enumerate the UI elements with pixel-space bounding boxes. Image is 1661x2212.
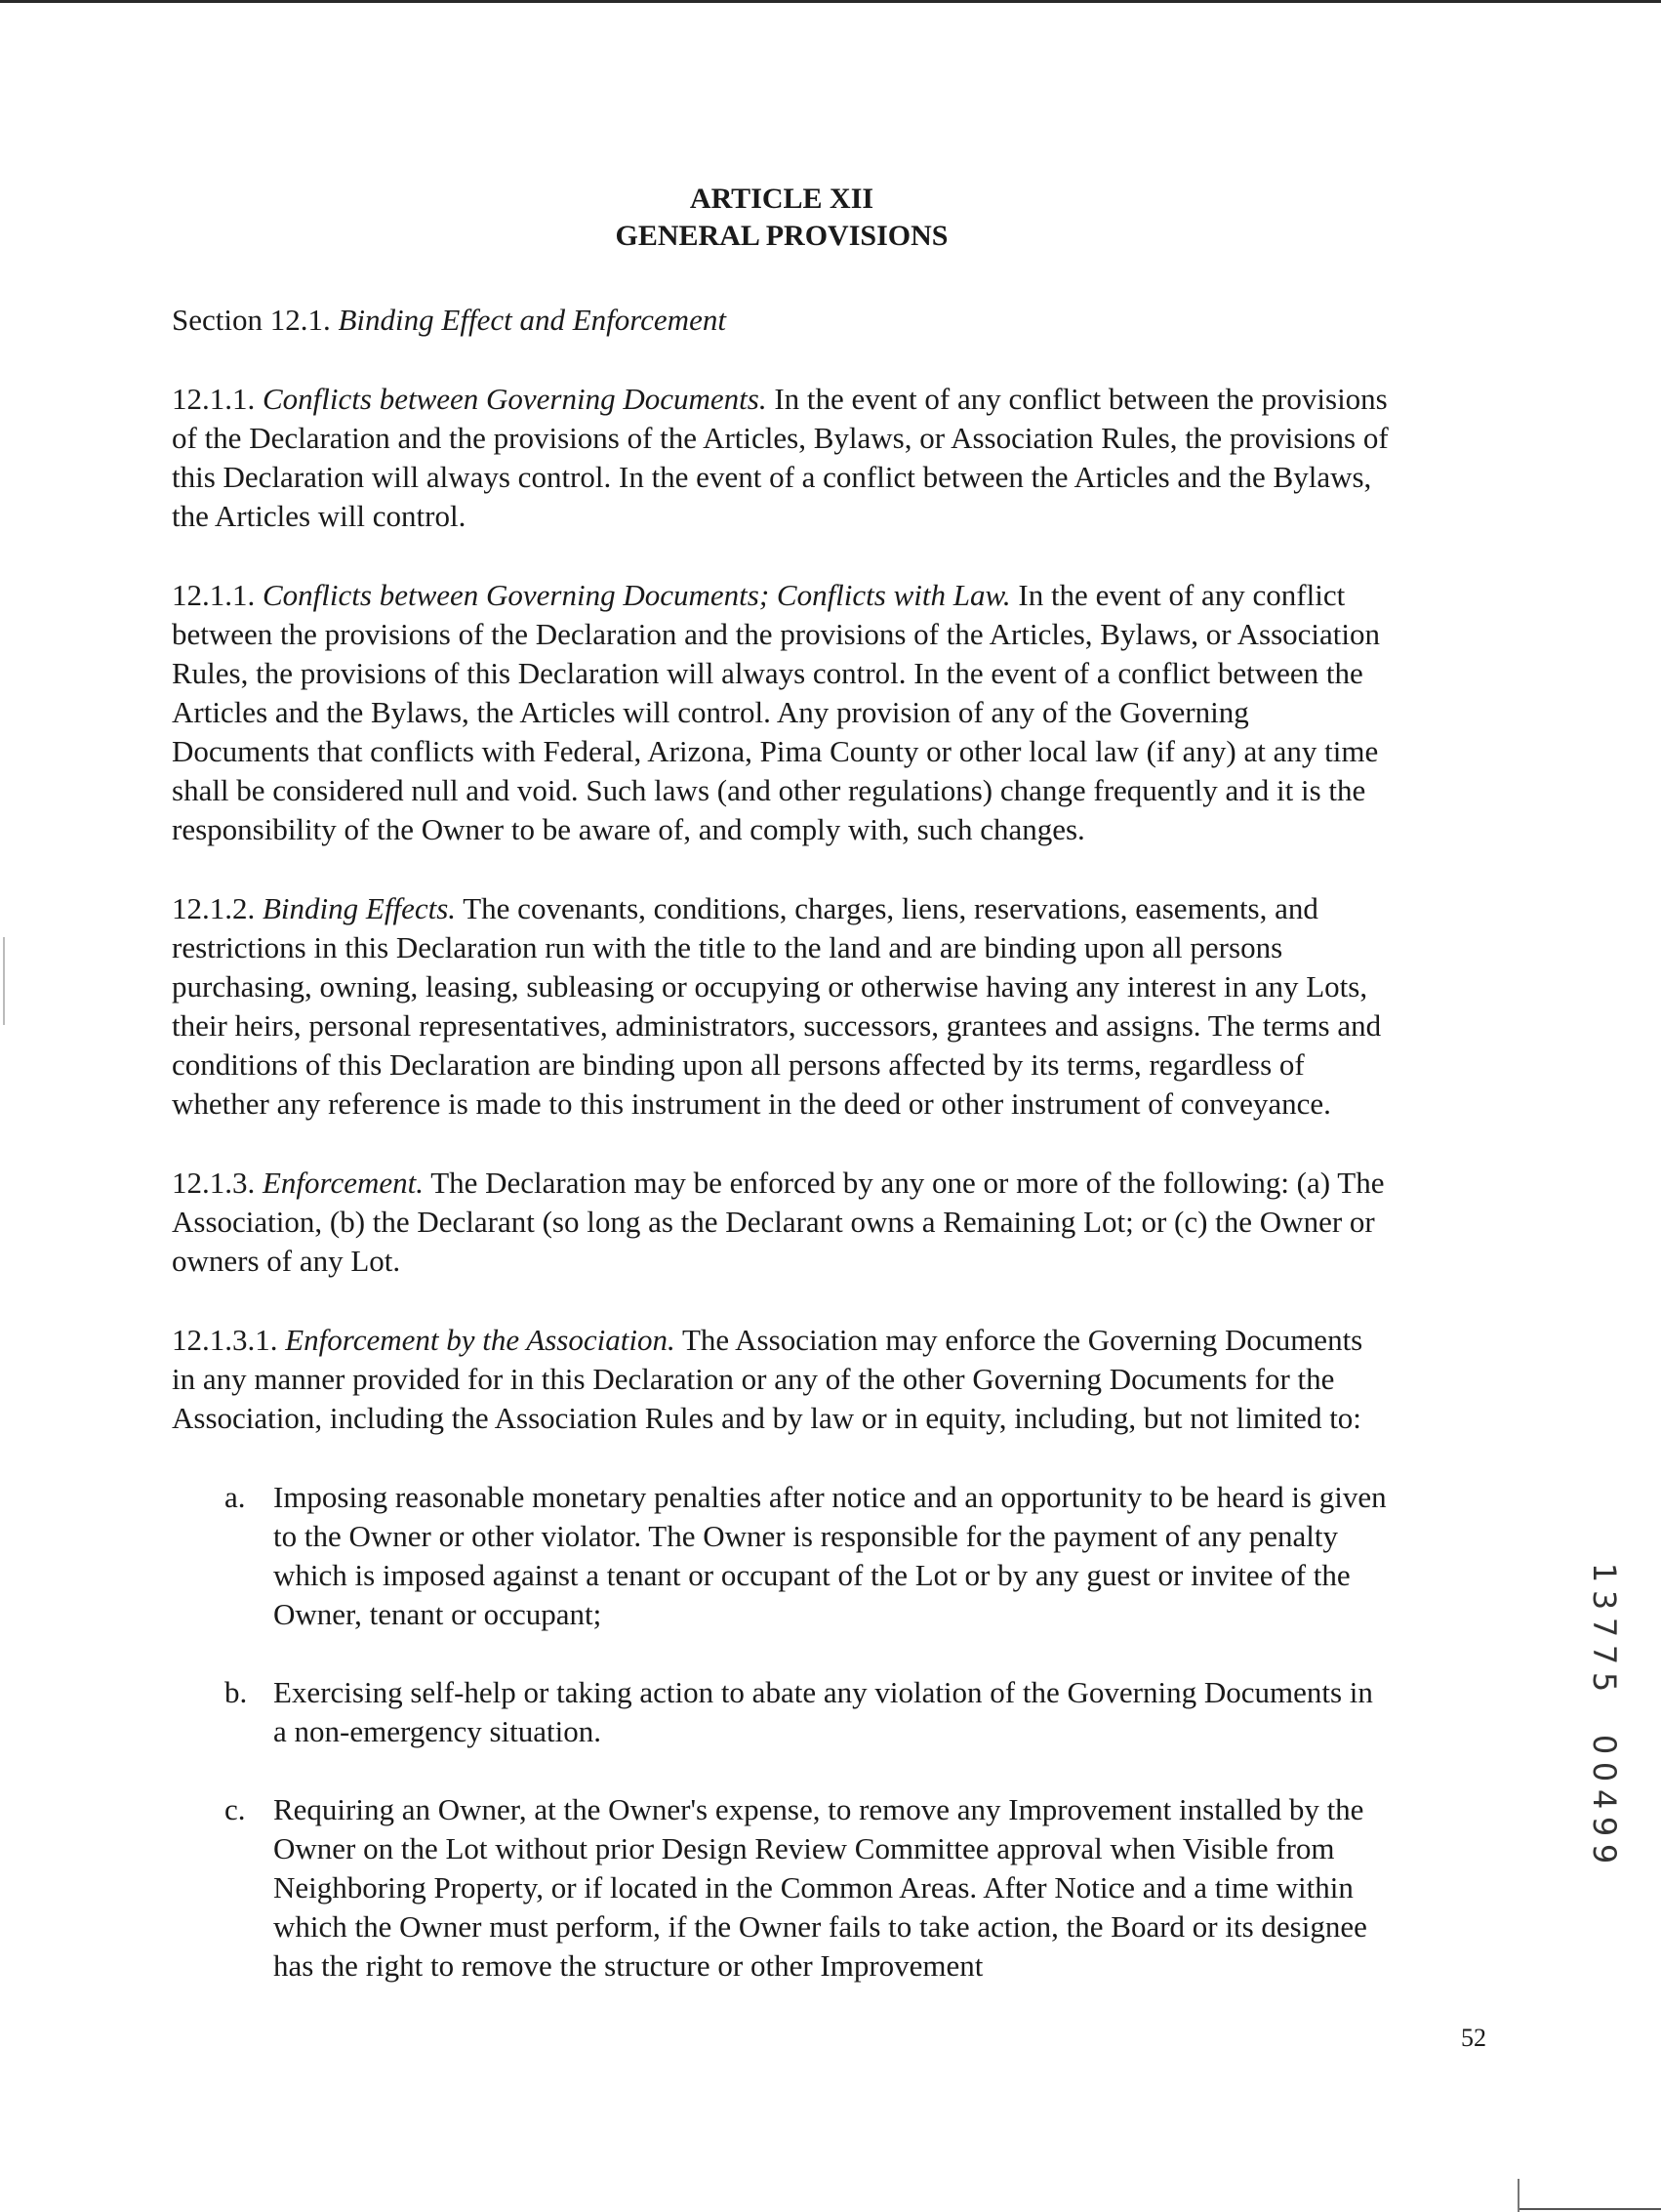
document-page: [172, 181, 1392, 2025]
paragraph-12-1-1-a: [172, 380, 1392, 536]
paragraph-number: 12.1.2.: [172, 891, 256, 925]
stamp-digit: 9: [1586, 1816, 1623, 1837]
paragraph-body: In the event of any conflict between the provisions of the Declaration and the provisions of the Articles, Bylaws, or Association Rules, the provisions of this Declaration will always control. In the event of a conflict between the Articles and the Bylaws, the Articles will control.: [172, 382, 1389, 533]
list-marker: c.: [224, 1792, 246, 1826]
paragraph-body: The covenants, conditions, charges, liens, reservations, easements, and restrictions in this Declaration run with the title to the land and are binding upon all persons purchasing, owning, leasing, subleasing or occupying or otherwise having any interest in any Lots, their heirs, personal representatives, administrators, successors, grantees and assigns. The terms and conditions of this Declaration are binding upon all persons affected by its terms, regardless of whether any reference is made to this instrument in the deed or other instrument of conveyance.: [172, 891, 1382, 1121]
list-item: [224, 1790, 1392, 1986]
stamp-digit: 9: [1586, 1843, 1623, 1864]
stamp-digit: 3: [1586, 1589, 1623, 1611]
scan-bottom-mark: [1518, 2208, 1661, 2210]
scan-top-edge: [0, 0, 1661, 3]
section-prefix: Section 12.1.: [172, 303, 331, 337]
recording-stamp: [1586, 1559, 1623, 1867]
paragraph-heading: Conflicts between Governing Documents; Conflicts with Law.: [263, 578, 1011, 612]
paragraph-12-1-3: [172, 1164, 1392, 1281]
stamp-group-first: [1586, 1559, 1623, 1696]
stamp-digit: 7: [1586, 1617, 1623, 1638]
paragraph-12-1-2: [172, 889, 1392, 1124]
list-item: [224, 1673, 1392, 1751]
list-marker: a.: [224, 1480, 246, 1514]
paragraph-number: 12.1.1.: [172, 578, 256, 612]
paragraph-body: The Declaration may be enforced by any one or more of the following: (a) The Association, (b) the Declarant (so long as the Declarant owns a Remaining Lot; or (c) the Owner or owners of any Lot.: [172, 1166, 1385, 1278]
stamp-digit: 5: [1586, 1671, 1623, 1693]
section-heading: [172, 301, 1392, 340]
article-number: ARTICLE XII: [689, 183, 874, 215]
section-title: Binding Effect and Enforcement: [338, 303, 726, 337]
paragraph-heading: Binding Effects.: [263, 891, 457, 925]
paragraph-12-1-3-1: [172, 1321, 1392, 1438]
stamp-digit: 4: [1586, 1788, 1623, 1810]
paragraph-number: 12.1.1.: [172, 382, 256, 416]
paragraph-heading: Conflicts between Governing Documents.: [263, 382, 767, 416]
paragraph-12-1-1-b: [172, 576, 1392, 849]
list-item-text: Exercising self-help or taking action to abate any violation of the Governing Documents in a non-emergency situation.: [273, 1675, 1373, 1748]
list-item: [224, 1478, 1392, 1634]
article-title: GENERAL PROVISIONS: [615, 220, 949, 252]
stamp-digit: 0: [1586, 1734, 1623, 1755]
page-number: 52: [1461, 2024, 1486, 2052]
enforcement-list: [224, 1478, 1392, 1986]
list-item-text: Requiring an Owner, at the Owner's expense, to remove any Improvement installed by the Owner on the Lot without prior Design Review Committee approval when Visible from Neighboring Property, or if located in the Common Areas. After Notice and a time within which the Owner must perform, if the Owner fails to take action, the Board or its designee has the right to remove the structure or other Improvement: [273, 1792, 1367, 1983]
list-marker: b.: [224, 1675, 248, 1709]
scan-left-speck: [3, 937, 5, 1025]
paragraph-body: The Association may enforce the Governing Documents in any manner provided for in this Declaration or any of the other Governing Documents for the Association, including the Association Rules and by law or in equity, including, but not limited to:: [172, 1323, 1363, 1435]
scan-right-mark: [1518, 2179, 1519, 2212]
paragraph-number: 12.1.3.1.: [172, 1323, 278, 1357]
list-item-text: Imposing reasonable monetary penalties after notice and an opportunity to be heard is given to the Owner or other violator. The Owner is responsible for the payment of any penalty which is imposed against a tenant or occupant of the Lot or by any guest or invitee of the Owner, tenant or occupant;: [273, 1480, 1387, 1631]
paragraph-heading: Enforcement.: [263, 1166, 424, 1200]
article-title-block: [172, 181, 1392, 255]
paragraph-body: In the event of any conflict between the provisions of the Declaration and the provisions of the Articles, Bylaws, or Association Rules, the provisions of this Declaration will always control. In the event of a conflict between the Articles and the Bylaws, the Articles will control. Any provision of any of the Governing Documents that conflicts with Federal, Arizona, Pima County or other local law (if any) at any time shall be considered null and void. Such laws (and other regulations) change frequently and it is the responsibility of the Owner to be aware of, and comply with, such changes.: [172, 578, 1381, 846]
stamp-digit: 0: [1586, 1761, 1623, 1782]
paragraph-number: 12.1.3.: [172, 1166, 256, 1200]
paragraph-heading: Enforcement by the Association.: [285, 1323, 675, 1357]
stamp-group-second: [1586, 1731, 1623, 1867]
stamp-digit: 1: [1586, 1562, 1623, 1583]
stamp-digit: 7: [1586, 1644, 1623, 1665]
